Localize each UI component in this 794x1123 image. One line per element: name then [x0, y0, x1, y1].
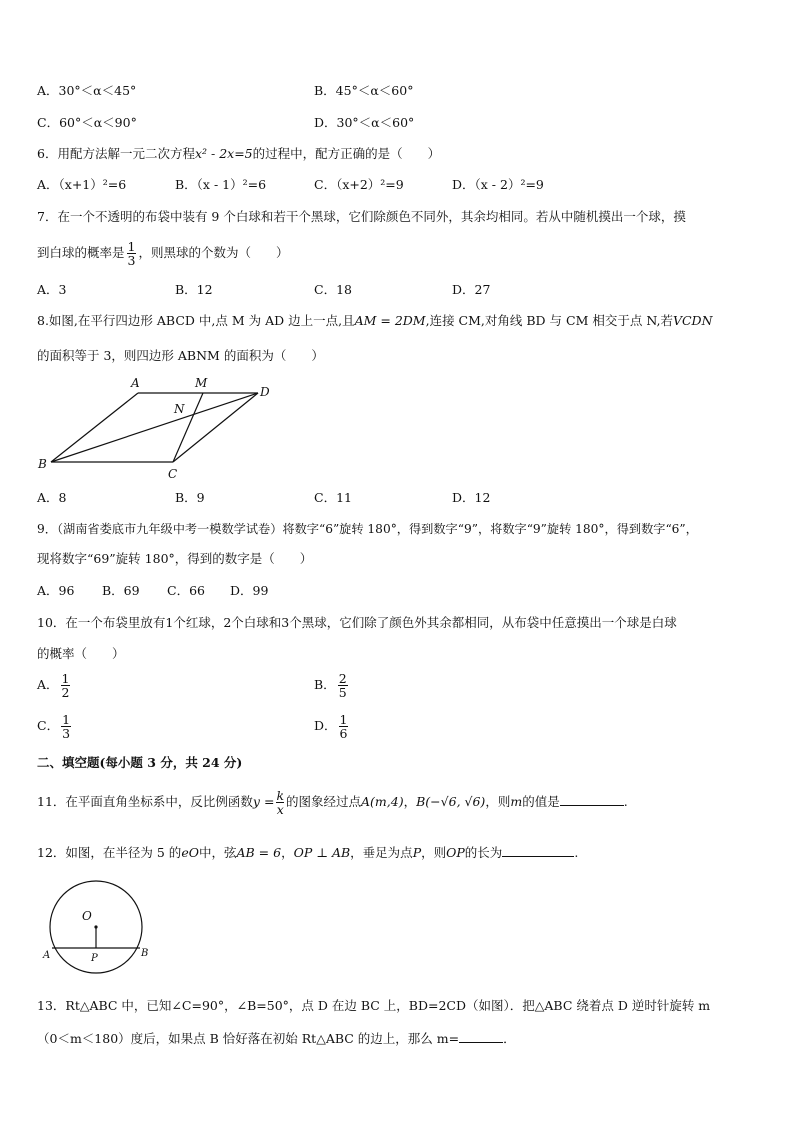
- q5-option-c: C．60°＜α＜90°: [37, 115, 137, 130]
- q11-y-eq: y =: [252, 794, 275, 809]
- q11-answer-blank[interactable]: [560, 792, 624, 806]
- q12-label-a: A: [43, 950, 51, 961]
- q10-option-a-label: A．: [37, 677, 59, 692]
- q11-fraction: [276, 789, 284, 816]
- q8-option-c: C．11: [314, 490, 352, 505]
- q10-option-d: [314, 713, 350, 740]
- q10-option-b-label: B．: [314, 677, 336, 692]
- q12-post: 的长为: [464, 845, 503, 860]
- q7-option-c: C．18: [314, 282, 352, 297]
- q7-option-b: B．12: [175, 282, 213, 297]
- q7-frac-den: 3: [127, 253, 136, 268]
- q10-option-c: [37, 713, 73, 740]
- q11-line: [37, 785, 628, 819]
- q12-pre: 12．如图，在半径为 5 的: [37, 845, 182, 860]
- q8-label-a: A: [131, 376, 140, 390]
- q12-mid2: ，: [281, 845, 294, 860]
- q9-option-c: C．66: [167, 583, 205, 598]
- q12-mid1: 中，弦: [198, 845, 237, 860]
- q11-comma: ，: [403, 794, 417, 809]
- q8-line1-expr: AM = 2DM: [354, 313, 426, 328]
- q6-stem-post: 的过程中，配方正确的是（ ）: [252, 146, 441, 161]
- q10-option-d-label: D．: [314, 718, 337, 733]
- q12-center-dot: [94, 925, 97, 928]
- q6-option-b: B．（x - 1）²=6: [175, 177, 267, 192]
- q10-option-b-frac: [338, 672, 348, 699]
- q11-post2: 的值是: [522, 794, 560, 809]
- q9-option-b: B．69: [102, 583, 140, 598]
- q12-label-p: P: [91, 953, 98, 964]
- q12-p: P: [412, 845, 422, 860]
- q12-mid4: ，则: [421, 845, 447, 860]
- q7-line2-post: ，则黑球的个数为（ ）: [138, 245, 289, 260]
- q11-post: ，则: [485, 794, 511, 809]
- q10-c-num: 1: [62, 712, 71, 727]
- q10-b-den: 5: [338, 685, 347, 700]
- q7-option-a: A．3: [37, 282, 67, 297]
- q8-line1-pre: 8.如图,在平行四边形 ABCD 中,点 M 为 AD 边上一点,且: [37, 313, 355, 328]
- q5-option-a: A．30°＜α＜45°: [37, 83, 137, 98]
- q9-line1: 9．（湖南省娄底市九年级中考一模数学试卷）将数字“6”旋转 180°，得到数字“9”，将数字“9”旋转 180°，得到数字“6”，: [37, 522, 698, 536]
- q11-point-a: A(m,4): [361, 794, 404, 809]
- q6-option-c: C．（x+2）²=9: [314, 177, 404, 192]
- q7-line2: [37, 236, 288, 270]
- q12-label-o: O: [82, 909, 92, 923]
- q12-ab: AB = 6: [236, 845, 282, 860]
- q11-x: x: [276, 802, 284, 817]
- q10-d-num: 1: [339, 712, 348, 727]
- q8-option-d: D．12: [452, 490, 491, 505]
- q10-d-den: 6: [339, 726, 348, 741]
- q8-label-b: B: [38, 457, 47, 471]
- q6-stem-pre: 6．用配方法解一元二次方程: [37, 146, 195, 161]
- q11-point-b: B(−√6, √6): [416, 794, 486, 809]
- q12-circle-figure: [36, 880, 156, 980]
- q10-a-num: 1: [61, 671, 70, 686]
- q8-option-a: A．8: [37, 490, 67, 505]
- q10-line2: 的概率（ ）: [37, 646, 125, 661]
- q7-fraction: [127, 240, 137, 267]
- q11-pre: 11．在平面直角坐标系中，反比例函数: [37, 794, 253, 809]
- q10-line1: 10．在一个布袋里放有1个红球，2个白球和3个黑球，它们除了颜色外其余都相同，从布袋中任意摸出一个球是白球: [37, 615, 677, 630]
- q8-label-m: M: [195, 376, 208, 390]
- q9-option-d: D．99: [230, 583, 269, 598]
- q8-line1-mid: ,连接 CM,对角线 BD 与 CM 相交于点 N,若: [425, 313, 673, 328]
- q8-label-n: N: [174, 402, 185, 416]
- q12-circle-symbol: e: [181, 845, 189, 860]
- section-2-heading: 二、填空题(每小题 3 分，共 24 分): [37, 755, 243, 770]
- q10-option-a: [37, 672, 72, 699]
- q11-end: .: [623, 794, 628, 809]
- q11-k: k: [276, 788, 285, 803]
- q10-option-b: [314, 672, 350, 699]
- q7-line2-pre: 到白球的概率是: [37, 245, 125, 260]
- q13-line1: 13．Rt△ABC 中，已知∠C=90°，∠B=50°，点 D 在边 BC 上，BD=2CD（如图）．把△ABC 绕着点 D 逆时针旋转 m: [37, 998, 711, 1013]
- q12-end: .: [574, 845, 579, 860]
- q8-option-b: B．9: [175, 490, 205, 505]
- q12-o: O: [188, 845, 199, 860]
- q8-line2: 的面积等于 3，则四边形 ABNM 的面积为（ ）: [37, 348, 324, 363]
- q9-line2: 现将数字“69”旋转 180°，得到的数字是（ ）: [37, 551, 313, 566]
- q10-a-den: 2: [61, 685, 70, 700]
- q12-mid3: ，垂足为点: [350, 845, 413, 860]
- q8-line1-expr2: VCDN: [672, 313, 713, 328]
- q5-option-d: D．30°＜α＜60°: [314, 115, 415, 130]
- q12-perp: OP ⊥ AB: [293, 845, 351, 860]
- q13-line2: [37, 1029, 516, 1048]
- q8-label-d: D: [260, 385, 270, 399]
- q10-option-c-label: C．: [37, 718, 60, 733]
- q5-option-b: B．45°＜α＜60°: [314, 83, 414, 98]
- q6-stem: [37, 145, 440, 163]
- q13-end: ．: [503, 1031, 516, 1046]
- q9-option-a: A．96: [37, 583, 75, 598]
- q8-parallelogram-figure: [36, 372, 286, 482]
- q6-option-a: A．（x+1）²=6: [37, 177, 127, 192]
- q13-answer-blank[interactable]: [459, 1029, 503, 1043]
- q7-option-d: D．27: [452, 282, 491, 297]
- q12-label-b: B: [141, 948, 149, 959]
- q7-frac-num: 1: [127, 239, 136, 254]
- q8-line1: [37, 312, 713, 330]
- q10-option-d-frac: [339, 713, 349, 740]
- q10-option-c-frac: [61, 713, 71, 740]
- q10-b-num: 2: [338, 671, 347, 686]
- q8-edge-ba: [51, 393, 138, 462]
- q12-line: [37, 843, 578, 862]
- q11-mid: 的图象经过点: [286, 794, 362, 809]
- q12-op: OP: [446, 845, 465, 860]
- q6-stem-expr: x² - 2x=5: [194, 146, 253, 161]
- q7-line1: 7．在一个不透明的布袋中装有 9 个白球和若干个黑球，它们除颜色不同外，其余均相同。若从中随机摸出一个球，摸: [37, 209, 686, 224]
- q11-m: m: [510, 794, 523, 809]
- q6-option-d: D．（x - 2）²=9: [452, 177, 544, 192]
- q10-option-a-frac: [61, 672, 71, 699]
- q13-line2-pre: （0＜m＜180）度后，如果点 B 恰好落在初始 Rt△ABC 的边上，那么 m=: [37, 1031, 460, 1046]
- q12-answer-blank[interactable]: [502, 843, 574, 857]
- q8-edge-dc: [173, 393, 258, 462]
- q10-c-den: 3: [62, 726, 71, 741]
- q8-diagonal-bd: [51, 393, 258, 462]
- q8-label-c: C: [168, 467, 178, 481]
